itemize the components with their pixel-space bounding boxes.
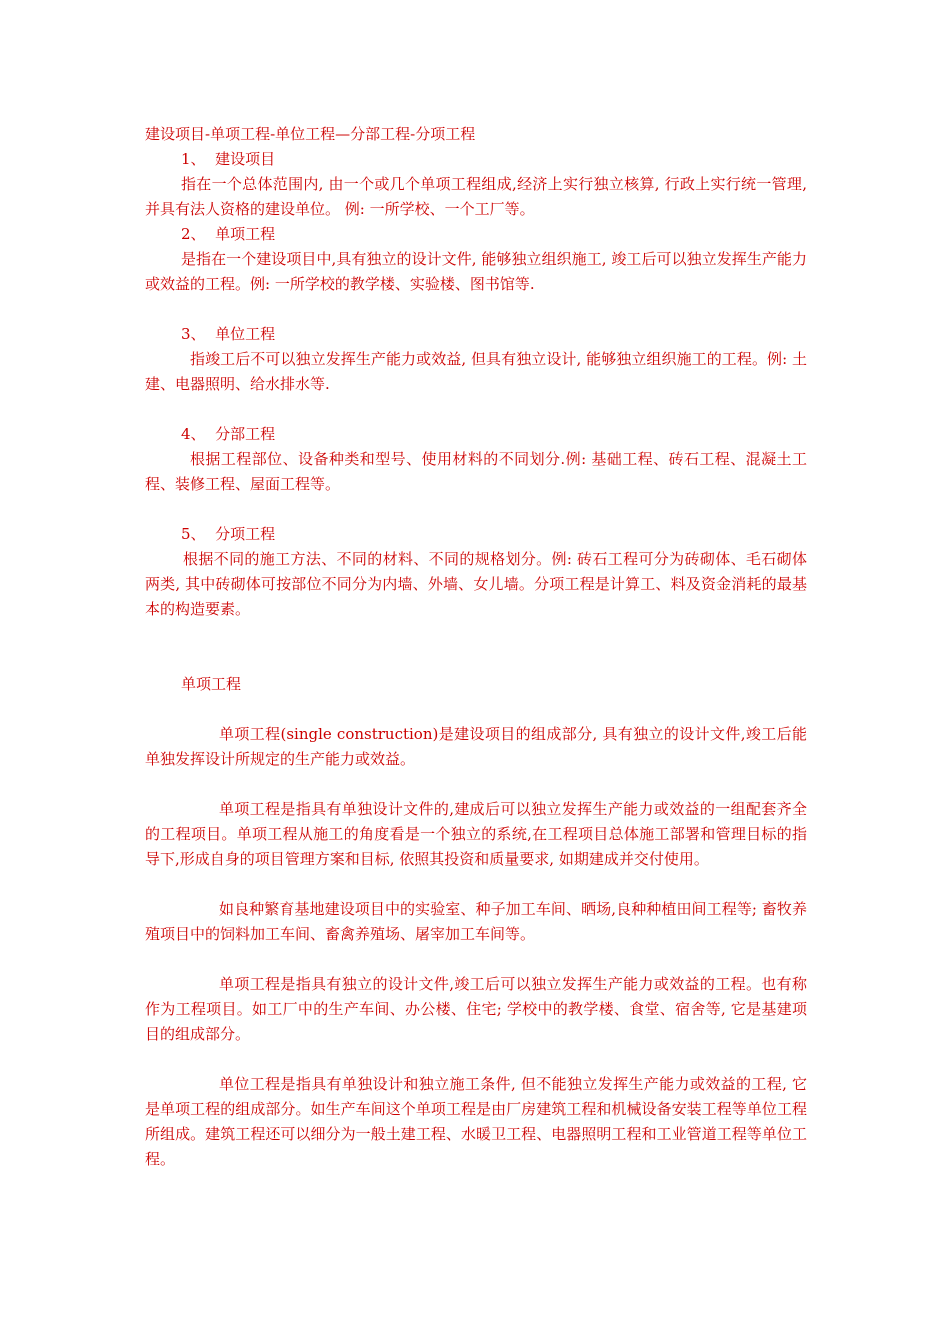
section-heading: 1、 建设项目 [181,150,276,168]
subheading: 单项工程 [181,675,242,693]
section-body: 是指在一个建设项目中,具有独立的设计文件, 能够独立组织施工, 竣工后可以独立发挥生产能力或效益的工程。例: 一所学校的教学楼、实验楼、图书馆等. [145,250,807,293]
body-paragraph: 单位工程是指具有单独设计和独立施工条件, 但不能独立发挥生产能力或效益的工程, 它是单项工程的组成部分。如生产车间这个单项工程是由厂房建筑工程和机械设备安装工程等单位工程所组成。建筑工程还可以细分为一般土建工程、水暖卫工程、电器照明工程和工业管道工程等单位工程。 [145,1075,807,1168]
spacer [145,772,807,797]
section-heading: 4、 分部工程 [181,425,276,443]
spacer [145,697,807,722]
body-paragraph: 单项工程是指具有独立的设计文件,竣工后可以独立发挥生产能力或效益的工程。也有称作为工程项目。如工厂中的生产车间、办公楼、住宅; 学校中的教学楼、食堂、宿舍等, 它是基建项目的组成部分。 [145,975,807,1043]
section-body: 指竣工后不可以独立发挥生产能力或效益, 但具有独立设计, 能够独立组织施工的工程。例: 土建、电器照明、给水排水等. [145,350,807,393]
spacer [145,297,807,322]
spacer [145,947,807,972]
section-heading: 5、 分项工程 [181,525,276,543]
document-title: 建设项目-单项工程-单位工程—分部工程-分项工程 [145,125,476,143]
spacer [145,397,807,422]
spacer [145,622,807,672]
spacer [145,872,807,897]
section-heading: 3、 单位工程 [181,325,276,343]
spacer [145,1047,807,1072]
section-body: 根据工程部位、设备种类和型号、使用材料的不同划分.例: 基础工程、砖石工程、混凝土工程、装修工程、屋面工程等。 [145,450,807,493]
document-page [145,122,807,1172]
body-paragraph: 单项工程(single construction)是建设项目的组成部分, 具有独立的设计文件,竣工后能单独发挥设计所规定的生产能力或效益。 [145,725,807,768]
body-paragraph: 如良种繁育基地建设项目中的实验室、种子加工车间、晒场,良种种植田间工程等; 畜牧养殖项目中的饲料加工车间、畜禽养殖场、屠宰加工车间等。 [145,900,807,943]
section-heading: 2、 单项工程 [181,225,276,243]
section-body: 根据不同的施工方法、不同的材料、不同的规格划分。例: 砖石工程可分为砖砌体、毛石砌体两类, 其中砖砌体可按部位不同分为内墙、外墙、女儿墙。分项工程是计算工、料及资金消耗的最基本的构造要素。 [145,550,807,618]
spacer [145,497,807,522]
body-paragraph: 单项工程是指具有单独设计文件的,建成后可以独立发挥生产能力或效益的一组配套齐全的工程项目。单项工程从施工的角度看是一个独立的系统,在工程项目总体施工部署和管理目标的指导下,形成自身的项目管理方案和目标, 依照其投资和质量要求, 如期建成并交付使用。 [145,800,807,868]
section-body: 指在一个总体范围内, 由一个或几个单项工程组成,经济上实行独立核算, 行政上实行统一管理, 并具有法人资格的建设单位。 例: 一所学校、一个工厂等。 [145,175,807,218]
